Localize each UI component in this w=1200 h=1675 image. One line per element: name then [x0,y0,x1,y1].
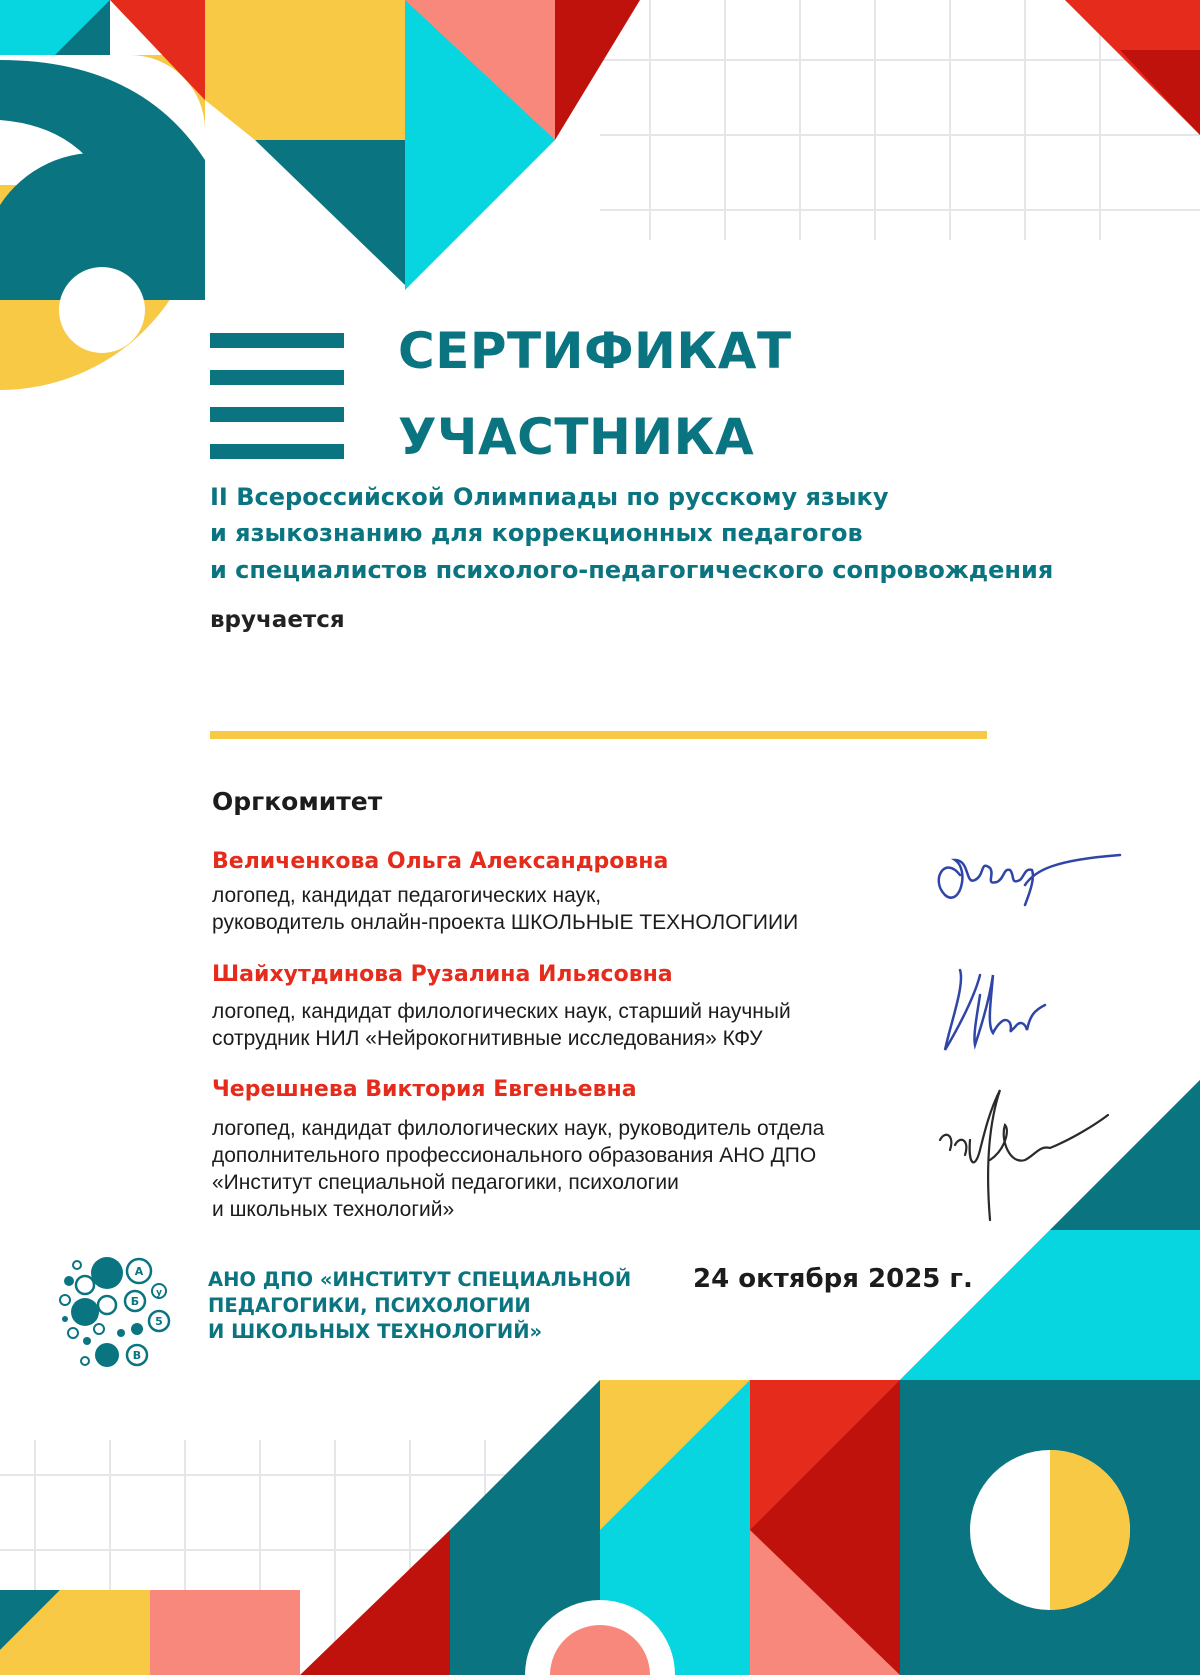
logo-letter-a: А [134,1265,144,1278]
organizer-2-description: логопед, кандидат филологических наук, старший научный сотрудник НИЛ «Нейрокогнитивные исследования» КФУ [212,1000,791,1050]
event-subtitle-line1: II Всероссийской Олимпиады по русскому языку [210,483,889,511]
institution-name: АНО ДПО «ИНСТИТУТ СПЕЦИАЛЬНОЙ ПЕДАГОГИКИ, ПСИХОЛОГИИ И ШКОЛЬНЫХ ТЕХНОЛОГИЙ» [208,1268,632,1343]
organizer-1-name: Величенкова Ольга Александровна [212,849,669,874]
event-subtitle-line3: и специалистов психолого-педагогического сопровождения [210,556,1054,584]
awarded-label: вручается [210,607,345,633]
issue-date: 24 октября 2025 г. [693,1264,973,1294]
organizer-2-name: Шайхутдинова Рузалина Ильясовна [212,962,673,987]
organizing-committee-heading: Оргкомитет [212,787,383,816]
logo-letter-v: В [132,1349,142,1362]
organizer-1-description: логопед, кандидат педагогических наук, руководитель онлайн-проекта ШКОЛЬНЫЕ ТЕХНОЛОГИИИ [212,884,799,934]
logo-letter-5: 5 [155,1315,163,1328]
recipient-name-line [210,731,987,739]
logo-letter-b: Б [130,1295,140,1308]
organizer-3-name: Черешнева Виктория Евгеньевна [212,1077,637,1102]
signature-2-image [935,955,1085,1065]
event-subtitle-line2: и языкознанию для коррекционных педагогов [210,519,863,547]
organizer-3-description: логопед, кандидат филологических наук, руководитель отдела дополнительного профессионального образования АНО ДПО «Институт специальной педагогики, психологии и школьных технологий» [212,1117,825,1221]
certificate-title-line2: УЧАСТНИКА [398,408,755,466]
logo-letter-u: у [156,1288,162,1298]
title-stripes-icon [210,333,350,463]
signature-3-image [930,1070,1130,1230]
certificate-title-line1: СЕРТИФИКАТ [398,322,792,380]
signature-1-image [925,830,1125,920]
institute-logo [55,1255,195,1385]
